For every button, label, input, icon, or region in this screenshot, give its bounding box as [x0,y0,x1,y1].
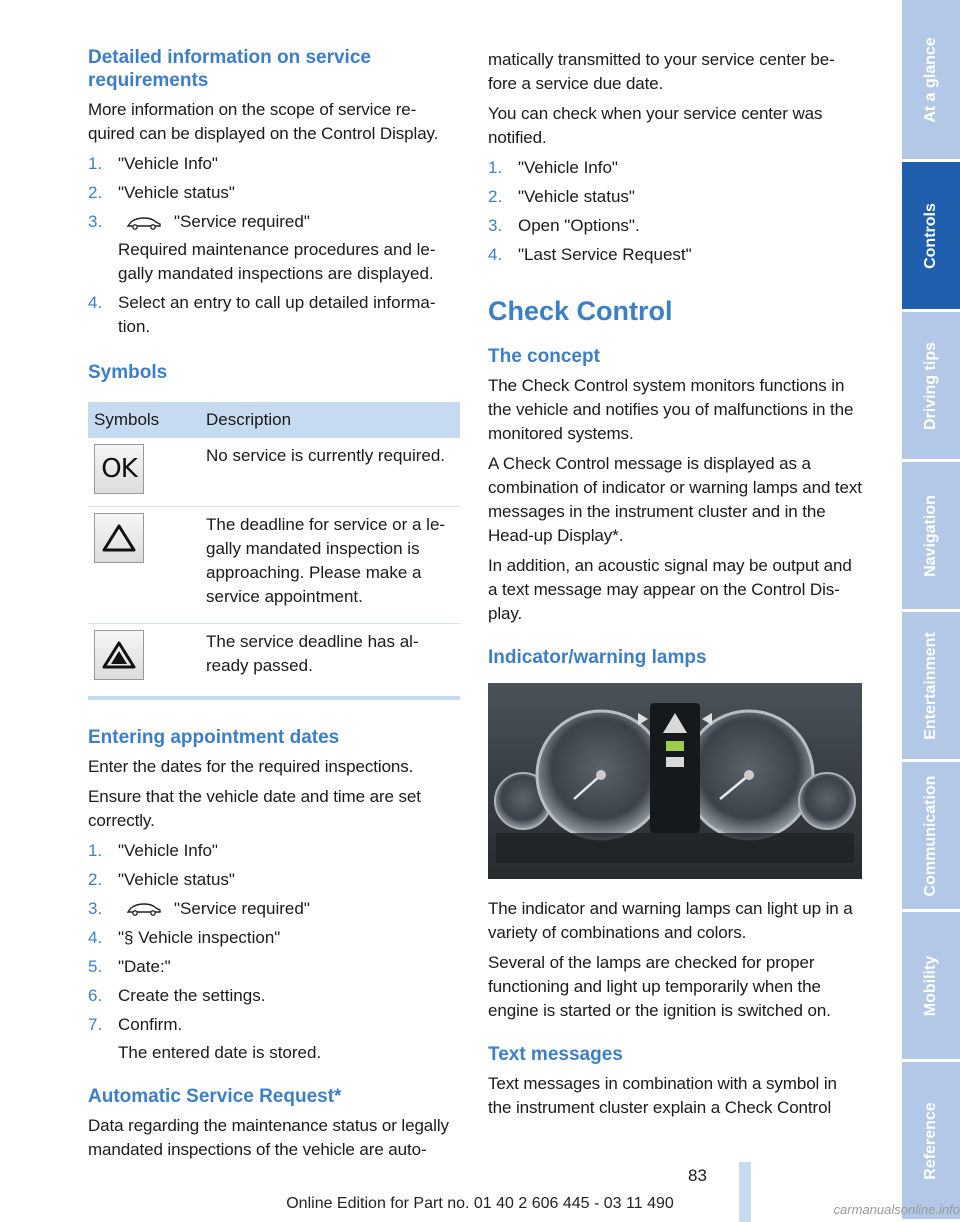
right-column [488,48,862,1126]
table-header-symbols: Symbols [88,402,200,438]
list-item: 1. "Vehicle Info" [488,158,618,177]
steps-entering-dates [88,839,460,1065]
page-number: 83 [688,1166,707,1185]
symbols-table [88,402,460,700]
footer-edition: Online Edition for Part no. 01 40 2 606 445 - 03 11 490 [286,1195,674,1212]
list-item: 3. Open "Options". [488,216,640,235]
car-service-icon [126,216,162,230]
car-service-icon [126,902,162,916]
heading-detailed-information: Detailed information on service requirements [88,47,371,91]
warning-triangle-icon [94,513,144,563]
list-item: 7. Confirm. The entered date is stored. [88,1014,322,1062]
paragraph-concept-1: The Check Control system monitors functions in the vehicle and notifies you of malfunctions in the monitored systems. [488,376,854,443]
list-item: 4. "Last Service Request" [488,245,692,264]
list-item: 2. "Vehicle status" [88,183,235,202]
tab-reference[interactable]: Reference [902,1062,960,1222]
heading-automatic-service-request: Automatic Service Request* [88,1085,342,1107]
tab-mobility[interactable]: Mobility [902,912,960,1062]
table-cell-description: The service deadline has al-ready passed. [200,623,460,698]
paragraph-entering-2: Ensure that the vehicle date and time are set correctly. [88,786,421,830]
instrument-cluster-image [488,683,862,879]
paragraph-detailed: More information on the scope of service re-quired can be displayed on the Control Display. [88,100,439,143]
list-item: 2. "Vehicle status" [488,187,635,206]
heading-indicator-lamps: Indicator/warning lamps [488,647,707,668]
paragraph-lamps-1: The indicator and warning lamps can light up in a variety of combinations and colors. [488,899,853,942]
heading-symbols: Symbols [88,362,168,383]
list-item: 2. "Vehicle status" [88,869,235,889]
paragraph-check-notified: You can check when your service center was notified. [488,104,823,147]
table-cell-description: The deadline for service or a le-gally mandated inspection is approaching. Please make a service appointment. [200,506,460,623]
paragraph-lamps-2: Several of the lamps are checked for proper functioning and light up temporarily when the engine is started or the ignition is switched on. [488,953,831,1020]
paragraph-continued: matically transmitted to your service center be-fore a service due date. [488,50,835,93]
paragraph-concept-2: A Check Control message is displayed as a combination of indicator or warning lamps and text messages in the instrument cluster and in the Head-up Display*. [488,454,862,545]
list-item: 4. Select an entry to call up detailed informa-tion. [88,293,436,336]
heading-entering-dates: Entering appointment dates [88,726,340,748]
table-header-description: Description [200,402,460,438]
list-item: 5. "Date:" [88,956,171,976]
heading-text-messages: Text messages [488,1044,623,1065]
tab-driving-tips[interactable]: Driving tips [902,312,960,462]
page-number-bar [739,1162,751,1222]
table-row [88,623,460,698]
paragraph-automatic: Data regarding the maintenance status or legally mandated inspections of the vehicle are auto- [88,1115,449,1159]
tab-at-a-glance[interactable]: At a glance [902,0,960,162]
tab-navigation[interactable]: Navigation [902,462,960,612]
paragraph-text-messages: Text messages in combination with a symbol in the instrument cluster explain a Check Control [488,1074,837,1117]
tab-entertainment[interactable]: Entertainment [902,612,960,762]
tab-communication[interactable]: Communication [902,762,960,912]
list-item: 1. "Vehicle Info" [88,154,218,173]
steps-service-info [88,152,460,339]
table-cell-description: No service is currently required. [206,446,446,465]
table-header-row [88,402,460,438]
paragraph-entering-1: Enter the dates for the required inspections. [88,756,414,776]
watermark: carmanualsonline.info [833,1202,960,1217]
table-row [88,438,460,506]
table-row [88,506,460,623]
list-item: 4. "§ Vehicle inspection" [88,927,281,947]
list-item: 3. "Service required" [88,898,310,918]
left-column [88,46,460,1168]
list-item: 1. "Vehicle Info" [88,840,218,860]
steps-last-service [488,156,862,267]
warning-triangle-filled-icon [94,630,144,680]
section-tabs [902,0,960,1222]
list-item: 6. Create the settings. [88,985,266,1005]
list-item: 3. "Service required" Required maintenance procedures and le-gally mandated inspections are displayed. [88,212,436,283]
heading-check-control: Check Control [488,296,673,326]
paragraph-concept-3: In addition, an acoustic signal may be output and a text message may appear on the Control Dis-play. [488,556,852,623]
ok-symbol-icon: OK [94,444,144,494]
heading-the-concept: The concept [488,346,600,367]
tab-controls[interactable]: Controls [902,162,960,312]
